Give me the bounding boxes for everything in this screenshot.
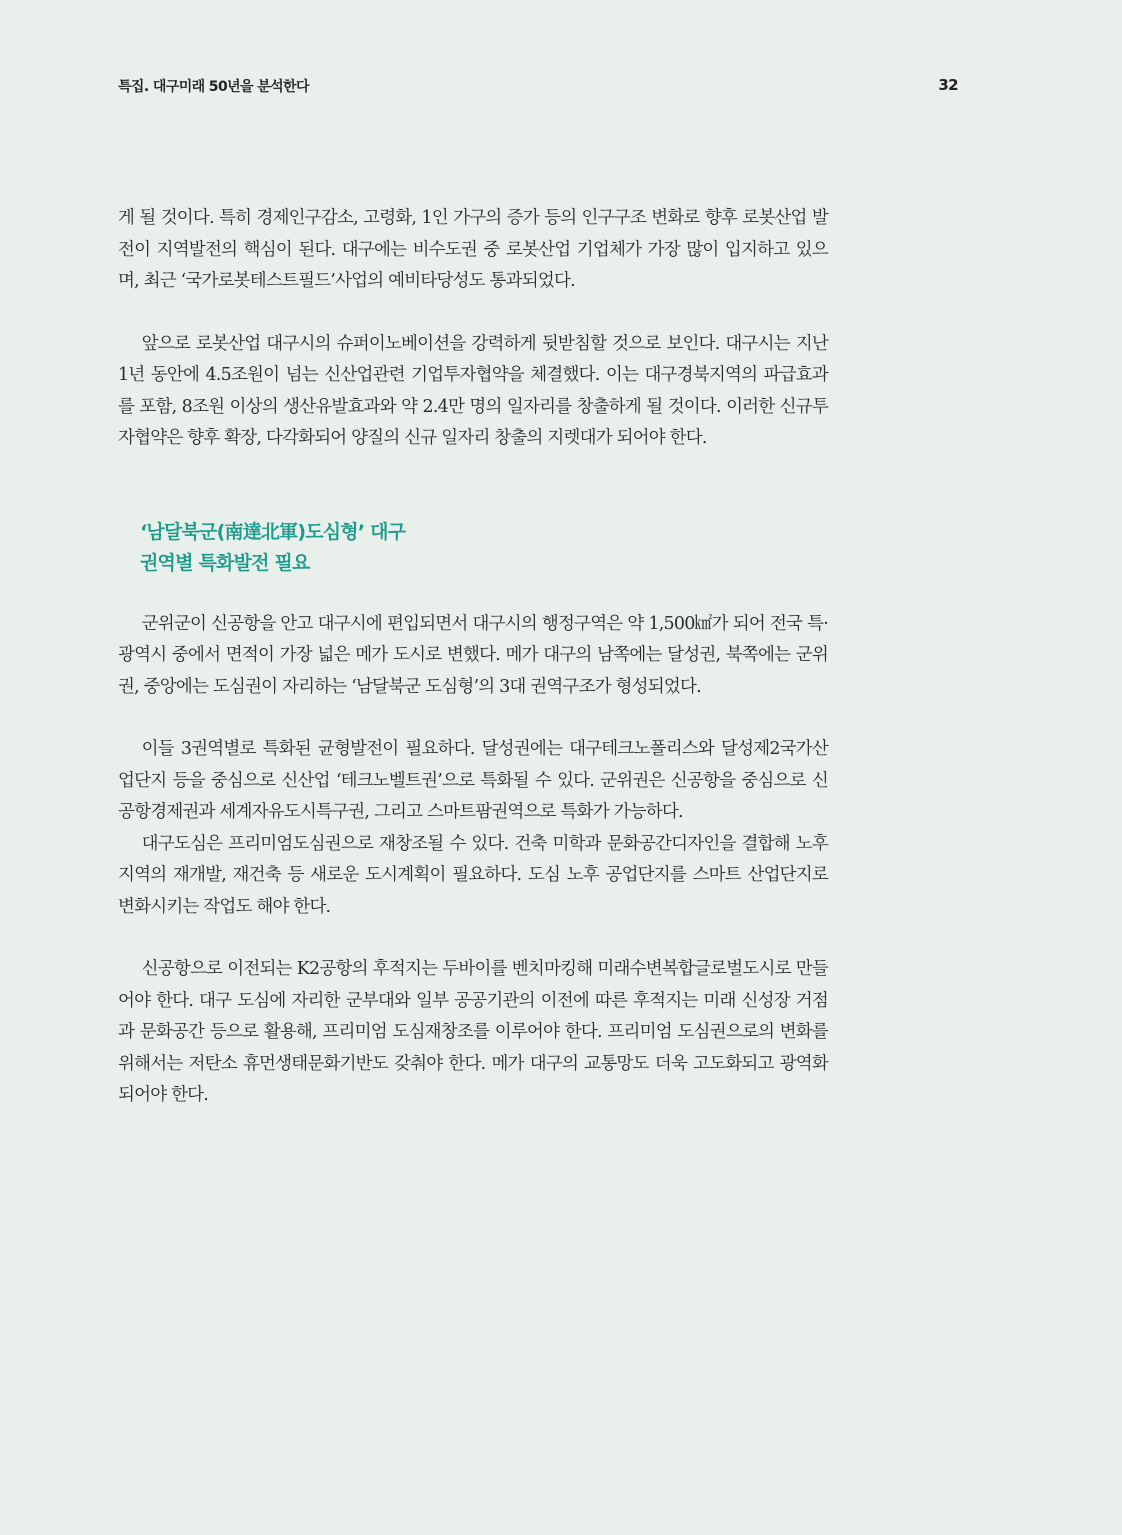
paragraph-robot-industry-continued: 게 될 것이다. 특히 경제인구감소, 고령화, 1인 가구의 증가 등의 인구구조 변화로 향후 로봇산업 발전이 지역발전의 핵심이 된다. 대구에는 비수도권 중 로봇산업 기업체가 가장 많이 입지하고 있으며, 최근 ‘국가로봇테스트필드’사업의 예비타당성도 통과되었다.	[118, 208, 828, 291]
paragraph-administrative-area: 군위군이 신공항을 안고 대구시에 편입되면서 대구시의 행정구역은 약 1,500㎢가 되어 전국 특·광역시 중에서 면적이 가장 넓은 메가 도시로 변했다. 메가 대구의 남쪽에는 달성권, 북쪽에는 군위권, 중앙에는 도심권이 자리하는 ‘남달북군 도심형’의 3대 권역구조가 형성되었다.	[118, 613, 828, 697]
section-title: 특집. 대구미래 50년을 분석한다	[118, 79, 309, 95]
heading-gap	[118, 579, 828, 609]
section-heading-line2: 권역별 특화발전 필요	[140, 551, 310, 574]
paragraph-downtown-premium: 대구도심은 프리미엄도심권으로 재창조될 수 있다. 건축 미학과 문화공간디자인을 결합해 노후지역의 재개발, 재건축 등 새로운 도시계획이 필요하다. 도심 노후 공업단지를 스마트 산업단지로 변화시키는 작업도 해야 한다.	[118, 833, 828, 917]
page-number: 32	[938, 76, 958, 94]
paragraph-investment: 앞으로 로봇산업 대구시의 슈퍼이노베이션을 강력하게 뒷받침할 것으로 보인다. 대구시는 지난 1년 동안에 4.5조원이 넘는 신산업관련 기업투자협약을 체결했다. 이는 대구경북지역의 파급효과를 포함, 8조원 이상의 생산유발효과와 약 2.4만 명의 일자리를 창출하게 될 것이다. 이러한 신규투자협약은 향후 확장, 다각화되어 양질의 신규 일자리 창출의 지렛대가 되어야 한다.	[118, 333, 828, 448]
paragraph-gap	[118, 298, 828, 329]
section-heading-line1: ‘남달북군(南達北軍)도심형’ 대구	[140, 520, 406, 543]
section-gap	[118, 455, 828, 517]
paragraph-gap	[118, 923, 828, 954]
running-header	[118, 76, 958, 98]
section-heading	[118, 517, 828, 579]
article-body	[118, 203, 828, 1112]
paragraph-gap	[118, 703, 828, 734]
paragraph-regional-development: 이들 3권역별로 특화된 균형발전이 필요하다. 달성권에는 대구테크노폴리스와 달성제2국가산업단지 등을 중심으로 신산업 ‘테크노벨트권’으로 특화될 수 있다. 군위권은 신공항을 중심으로 신공항경제권과 세계자유도시특구권, 그리고 스마트팜권역으로 특화가 가능하다.	[118, 739, 828, 822]
paragraph-k2-airport: 신공항으로 이전되는 K2공항의 후적지는 두바이를 벤치마킹해 미래수변복합글로벌도시로 만들어야 한다. 대구 도심에 자리한 군부대와 일부 공공기관의 이전에 따른 후적지는 미래 신성장 거점과 문화공간 등으로 활용해, 프리미엄 도심재창조를 이루어야 한다. 프리미엄 도심권으로의 변화를 위해서는 저탄소 휴먼생태문화기반도 갖춰야 한다. 메가 대구의 교통망도 더욱 고도화되고 광역화되어야 한다.	[118, 959, 828, 1105]
